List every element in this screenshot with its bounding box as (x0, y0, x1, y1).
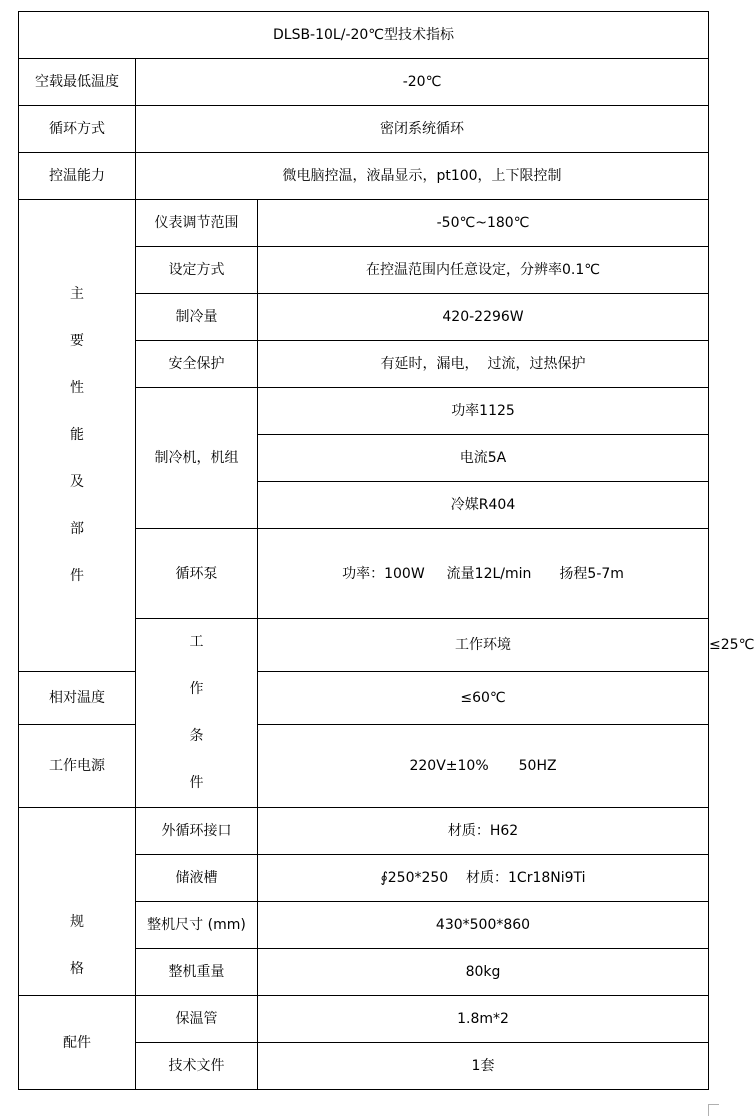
power-value (258, 724, 709, 807)
compressor-power: 功率1125 (258, 388, 709, 435)
item-value: ≤60℃ (258, 671, 709, 724)
table-row (19, 106, 709, 153)
compressor-label: 制冷机，机组 (136, 388, 258, 529)
pump-specs (258, 529, 709, 619)
group-char: 格 (70, 961, 84, 977)
item-value: 1套 (258, 1043, 709, 1090)
row-label: 循环方式 (19, 106, 136, 153)
item-value: 420-2296W (258, 294, 709, 341)
table-row (19, 153, 709, 200)
item-label: 保温管 (136, 996, 258, 1043)
pump-flow: 流量12L/min (446, 565, 532, 582)
table-row (19, 59, 709, 106)
group-char: 作 (189, 681, 204, 697)
group-working-conditions (136, 619, 258, 808)
row-value: 密闭系统循环 (136, 106, 709, 153)
group-char: 条 (189, 728, 204, 744)
item-label: 技术文件 (136, 1043, 258, 1090)
item-label: 整机重量 (136, 949, 258, 996)
item-value: -50℃~180℃ (258, 200, 709, 247)
group-char: 性 (70, 379, 84, 396)
item-value: 1.8m*2 (258, 996, 709, 1043)
group-char: 件 (189, 775, 204, 791)
table-title: DLSB-10L/-20℃型技术指标 (19, 12, 709, 59)
item-label: 设定方式 (136, 247, 258, 294)
row-label: 空载最低温度 (19, 59, 136, 106)
item-label: 外循环接口 (136, 808, 258, 855)
table-row (19, 12, 709, 59)
table-row (19, 996, 709, 1043)
row-value: 微电脑控温，液晶显示，pt100，上下限控制 (136, 153, 709, 200)
item-label: 相对温度 (19, 671, 136, 724)
compressor-current: 电流5A (258, 435, 709, 482)
pump-power: 功率：100W (342, 565, 425, 582)
row-label: 控温能力 (19, 153, 136, 200)
table-row (19, 200, 709, 247)
group-char: 工 (189, 634, 204, 650)
item-label: 安全保护 (136, 341, 258, 388)
power-frequency: 50HZ (518, 757, 557, 774)
item-label: 仪表调节范围 (136, 200, 258, 247)
item-value: ∮250*250 材质：1Cr18Ni9Ti (258, 855, 709, 902)
item-value: 430*500*860 (258, 902, 709, 949)
table-row (19, 724, 709, 807)
group-char: 规 (70, 914, 84, 930)
group-accessories: 配件 (19, 996, 136, 1090)
table-row (19, 671, 709, 724)
item-label: 整机尺寸 (mm) (136, 902, 258, 949)
item-value: 有延时，漏电， 过流，过热保护 (258, 341, 709, 388)
group-specs (19, 808, 136, 996)
spec-table (18, 11, 754, 1090)
power-label: 工作电源 (19, 724, 136, 807)
item-label: 工作环境 (258, 619, 709, 672)
group-char: 部 (70, 520, 84, 537)
group-char: 及 (70, 473, 84, 490)
item-label: 制冷量 (136, 294, 258, 341)
row-value: -20℃ (136, 59, 709, 106)
compressor-refrigerant: 冷媒R404 (258, 482, 709, 529)
item-value: 材质：H62 (258, 808, 709, 855)
item-value: 在控温范围内任意设定，分辨率0.1℃ (258, 247, 709, 294)
page-corner-mark (708, 1104, 719, 1116)
group-char: 能 (70, 426, 84, 443)
item-value: 80kg (258, 949, 709, 996)
power-voltage: 220V±10% (409, 757, 489, 774)
table-row (19, 808, 709, 855)
table-row: 工 作 条 件 工作环境 ≤25℃ (19, 619, 709, 672)
group-char: 要 (70, 332, 84, 349)
group-char: 主 (70, 285, 84, 302)
item-label: 储液槽 (136, 855, 258, 902)
group-char: 件 (70, 567, 84, 584)
pump-head: 扬程5-7m (559, 565, 624, 582)
pump-label: 循环泵 (136, 529, 258, 619)
group-main-performance (19, 200, 136, 672)
